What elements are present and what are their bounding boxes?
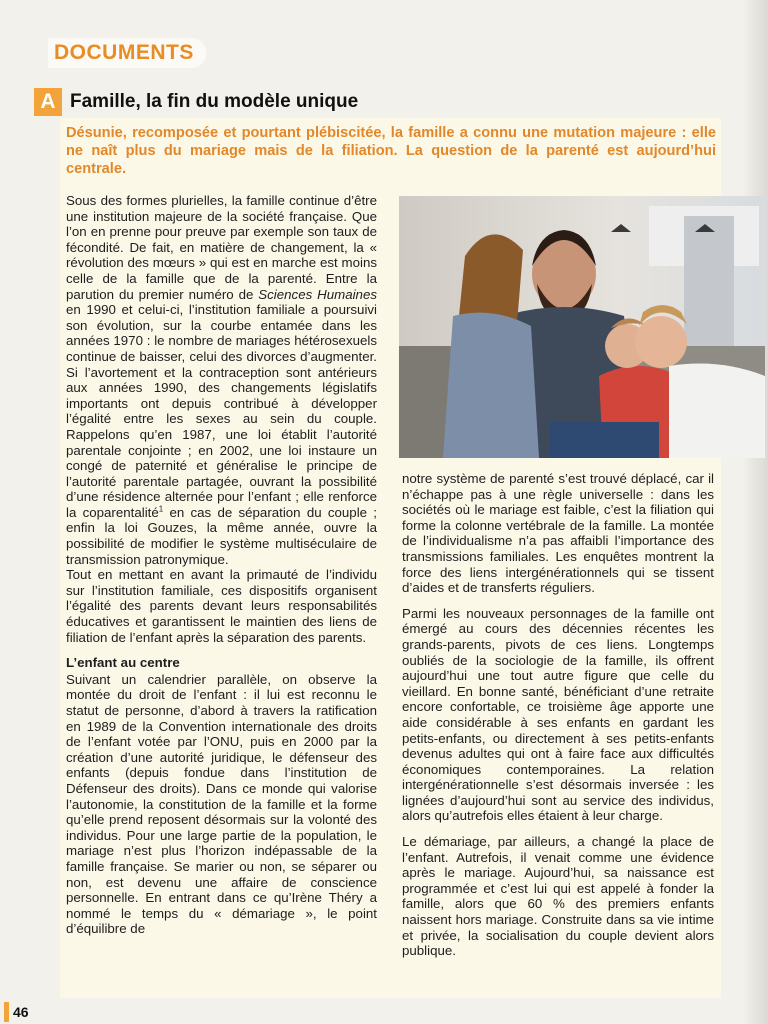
paragraph-3: Suivant un calendrier parallèle, on observe la montée du droit de l’enfant : il lui est reconnu le statut de personne, d’abord à travers la ratification en 1989 de la Convention internationale des droits de l’enfant votée par l’ONU, puis en 2000 par la création d’une autorité juridique, le défenseur des enfants (depuis fondue dans l’institution de Défenseur des droits). Dans ce monde qui valorise l’autonomie, la constitution de la famille et la forme qu’elle prend reposent désormais sur la volonté des individus. Pour une large partie de la population, le mariage n’est plus l’horizon indépassable de la famille française. Se marier ou non, se séparer ou non, est devenu une affaire de conscience personnelle. En entrant dans ce qu’Irène Théry a nommé le temps du « démariage », le point d’équilibre de [66,671,377,937]
paragraph-1: Sous des formes plurielles, la famille continue d’être une institution majeure de la société française. Que l’on en prenne pour preuve par exemple son taux de fécondité. De fait, en matière de changement, la « révolution des mœurs » qui est en marche est moins celle de la famille que de la parenté. Entre la parution du premier numéro de Sciences Humaines en 1990 et celui-ci, l’institution familiale a poursuivi son évolution, sur la courbe entamée dans les années 1970 : le nombre de mariages hétérosexuels continue de baisser, celui des divorces d’augmenter. Si l’avortement et la contraception sont antérieurs aux années 1990, des changements législatifs importants ont depuis contribué à développer l’égalité entre les sexes au sein du couple. Rappelons qu’en 1987, une loi établit l’autorité parentale conjointe ; en 2002, une loi instaure un congé de paternité et généralise le principe de l’autorité parentale partagée, ouvrant la possibilité d’une résidence alternée pour l’enfant ; elle renforce la coparentalité$^1$ en cas de séparation du couple ; enfin la loi Gouzes, la même année, ouvre la possibilité de modifier le système multiséculaire de transmission patronymique. [66,193,377,567]
paragraph-4: Parmi les nouveaux personnages de la famille ont émergé au cours des décennies récentes les grands-parents, pivots de ces liens. Longtemps oubliés de la sociologie de la famille, ils offrent aujourd’hui une tout autre figure que celle du vieillard. En bonne santé, bénéficiant d’une retraite encore confortable, ce troisième âge apporte une aide considérable à ses enfants en gardant les petits-enfants, ou directement à ses petits-enfants devenus adultes qui ont à faire face aux difficultés économiques contemporaines. La relation intergénérationnelle s’est désormais inversée : les lignées d’aujourd’hui sont au service des individus, alors qu’autrefois elles étaient à leur charge. [402,605,714,824]
article-left-column [66,193,377,937]
document-letter-badge: A [34,88,62,116]
article-right-column [402,471,714,959]
paragraph-5: Le démariage, par ailleurs, a changé la place de l’enfant. Autrefois, il venait comme une évidence après le mariage. Aujourd’hui, sa naissance est programmée et c’est lui qui est appelé à fonder la famille, alors que 60 % des premiers enfants naissent hors mariage. Construite dans sa vie intime et privée, la socialisation du couple devient alors publique. [402,834,714,959]
paragraph-2: Tout en mettant en avant la primauté de l’individu sur l’institution familiale, ces dispositifs organisent l’égalité des parents devant leurs responsabilités éducatives et garantissent le maintien des liens de filiation de l’enfant après la séparation des parents. [66,567,377,645]
page-edge-shadow [742,0,768,1024]
subheading-enfant: L’enfant au centre [66,655,180,671]
page-number-bar [4,1002,9,1022]
paragraph-3-continued: notre système de parenté s’est trouvé déplacé, car il n’échappe pas à une règle universelle : dans les sociétés où le mariage est faible, c’est la filiation qui forme la colonne vertébrale de la famille. La montée de l’individualisme n’a pas affaibli l’importance des transmissions familiales. Les enquêtes montrent la force des liens intergénérationnels qui se tissent d’aides et de transferts réguliers. [402,471,714,596]
page-number-label: 46 [13,1004,29,1020]
magazine-title: Sciences Humaines [258,286,377,302]
document-title: Famille, la fin du modèle unique [70,91,359,112]
intro-lead: Désunie, recomposée et pourtant plébiscitée, la famille a connu une mutation majeure : elle ne naît plus du mariage mais de la filiation. La question de la parenté est aujourd’hui centrale. [66,125,716,177]
section-header: DOCUMENTS [48,38,206,68]
footnote-marker: 1 [158,504,164,514]
family-photo [399,196,765,458]
